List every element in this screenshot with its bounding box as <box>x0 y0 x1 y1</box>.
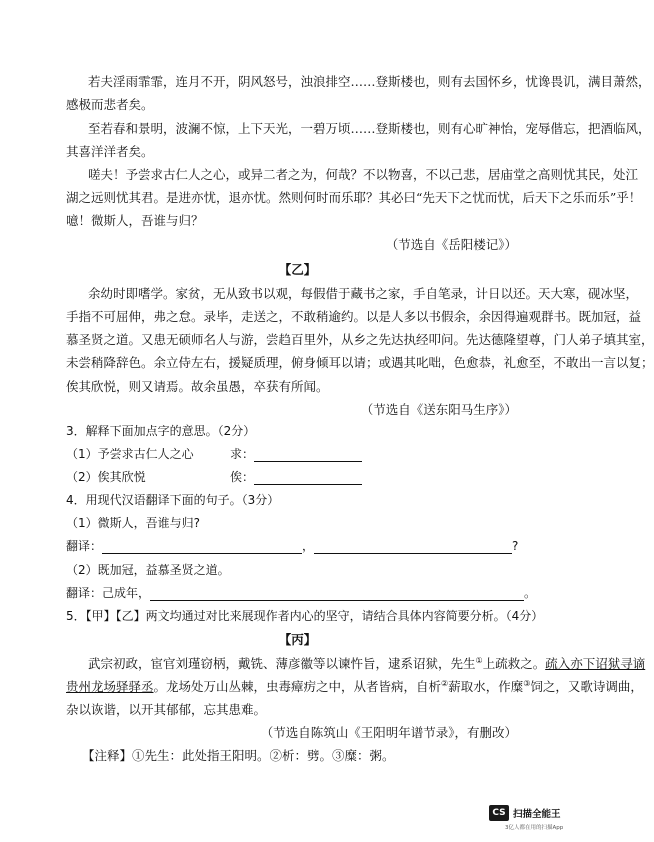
note-marker-3: ③ <box>523 678 531 688</box>
q3-item2-blank[interactable] <box>254 472 362 485</box>
yi-source: （节选自《送东阳马生序》） <box>360 402 517 417</box>
yi-line3: 慕圣贤之道。又患无硕师名人与游，尝趋百里外，从乡之先达执经叩问。先达德隆望尊，门人弟子填其室， <box>66 332 654 347</box>
q4-item2: （2）既加冠，益慕圣贤之道。 <box>66 563 230 577</box>
bing-underlined-2: 贵州龙场驿驿丞 <box>66 679 154 694</box>
q4-item2-blank[interactable] <box>150 588 524 601</box>
note-marker-1: ① <box>475 655 483 665</box>
jia-p3-line1: 嗟夫！予尝求古仁人之心，或异二者之为，何哉？不以物喜，不以己悲，居庙堂之高则忧其民，处江 <box>88 167 639 182</box>
yi-line4: 未尝稍降辞色。余立侍左右，援疑质理，俯身倾耳以请；或遇其叱咄，色愈恭，礼愈至，不敢出一言以复； <box>66 355 654 370</box>
bing-notes: 【注释】①先生：此处指王阳明。②析：劈。③糜：粥。 <box>82 748 395 763</box>
bing-line3: 杂以诙谐，以开其郁郁，忘其患难。 <box>66 702 267 717</box>
camscanner-name: 扫描全能王 <box>513 809 561 820</box>
camscanner-logo-icon: CS <box>489 805 509 821</box>
bing-source: （节选自陈筑山《王阳明年谱节录》，有删改） <box>260 725 517 740</box>
yi-line1: 余幼时即嗜学。家贫，无从致书以观，每假借于藏书之家，手自笔录，计日以还。天大寒，砚冰坚， <box>88 286 639 301</box>
bing-heading: 【丙】 <box>278 632 317 647</box>
q4-stem: 4．用现代汉语翻译下面的句子。（3分） <box>66 493 280 507</box>
jia-p2-line2: 其喜洋洋者矣。 <box>66 144 154 159</box>
jia-source: （节选自《岳阳楼记》） <box>385 237 517 252</box>
yi-line2: 手指不可屈伸，弗之怠。录毕，走送之，不敢稍逾约。以是人多以书假余，余因得遍观群书。既加冠，益 <box>66 309 642 324</box>
bing-line2: 贵州龙场驿驿丞。龙场处万山丛棘，虫毒瘴疠之中，从者皆病，自析②薪取水，作糜③饲之，又歌诗调曲， <box>66 678 643 694</box>
q3-item2: （2）俟其欣悦 <box>66 470 146 484</box>
q3-item1: （1）予尝求古仁人之心 <box>66 447 194 461</box>
q4-item1-blank-a[interactable] <box>102 541 302 554</box>
q3-item1-blank[interactable] <box>254 449 362 462</box>
jia-p3-line2: 湖之远则忧其君。是进亦忧，退亦忧。然则何时而乐耶？其必曰“先天下之忧而忧，后天下之乐而乐”乎！ <box>66 190 642 205</box>
q5-stem: 5．【甲】【乙】两文均通过对比来展现作者内心的坚守，请结合具体内容简要分析。（4分） <box>66 609 544 623</box>
q4-item1-blank-b[interactable] <box>314 541 512 554</box>
q3-item1-answer[interactable]: 求： <box>230 445 362 462</box>
jia-p1-line1: 若夫淫雨霏霏，连月不开，阴风怒号，浊浪排空……登斯楼也，则有去国怀乡，忧谗畏讥，满目萧然， <box>88 74 651 89</box>
bing-underlined-1: 疏入亦下诏狱寻谪 <box>545 656 646 671</box>
yi-line5: 俟其欣悦，则又请焉。故余虽愚，卒获有所闻。 <box>66 379 329 394</box>
yi-heading: 【乙】 <box>278 262 317 277</box>
q4-item1: （1）微斯人，吾谁与归? <box>66 516 201 530</box>
q4-item1-translation[interactable]: 翻译： ， ? <box>66 539 519 553</box>
jia-p1-line2: 感极而悲者矣。 <box>66 97 154 112</box>
jia-p3-line3: 噫！微斯人，吾谁与归？ <box>66 213 204 228</box>
q3-item2-answer[interactable]: 俟： <box>230 468 362 485</box>
bing-line1: 武宗初政，宦官刘瑾窃柄，戴铣、薄彦徽等以谏忤旨，逮系诏狱，先生①上疏救之。疏入亦下诏狱寻谪 <box>88 655 646 671</box>
jia-p2-line1: 至若春和景明，波澜不惊，上下天光，一碧万顷……登斯楼也，则有心旷神怡，宠辱偕忘，把酒临风， <box>88 121 651 136</box>
q3-stem: 3．解释下面加点字的意思。（2分） <box>66 424 256 438</box>
note-marker-2: ② <box>441 678 449 688</box>
q4-item2-translation[interactable]: 翻译：己成年， 。 <box>66 586 537 600</box>
camscanner-tagline: 3亿人都在用的扫描App <box>505 825 564 831</box>
